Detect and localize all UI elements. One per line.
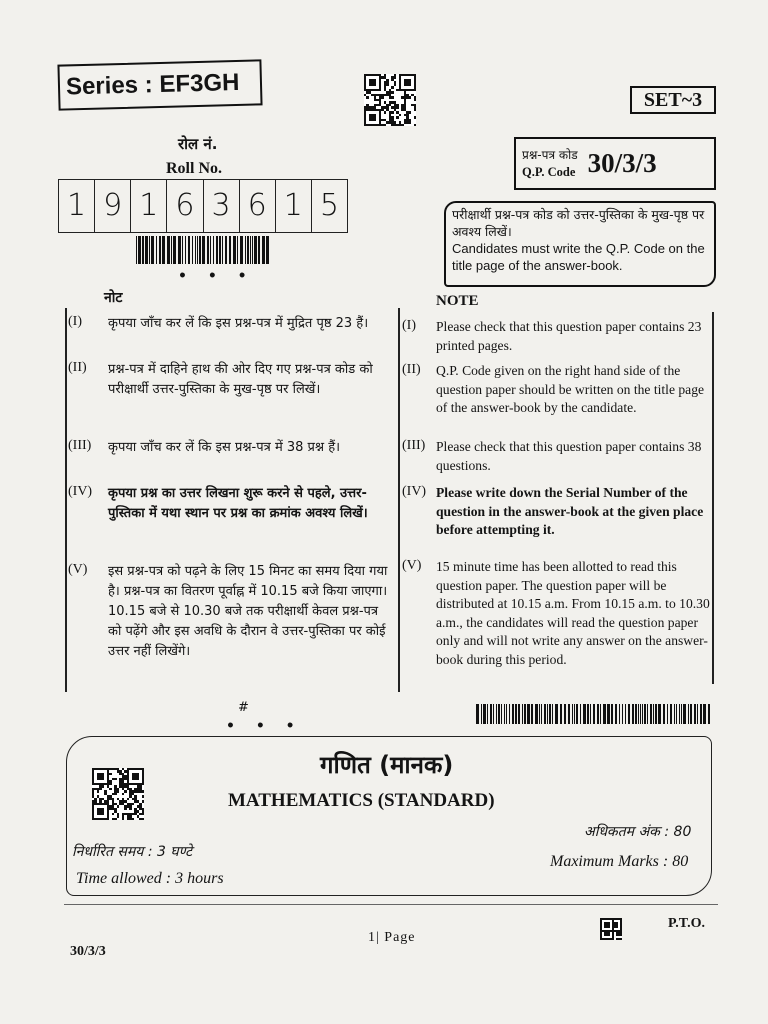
separator-dots: • • • [178,268,255,284]
qr-code-top [364,74,416,126]
column-rule-right [712,312,714,684]
subject-title-english: MATHEMATICS (STANDARD) [228,790,495,811]
paper-barcode [476,704,712,724]
pto-label: P.T.O. [668,916,705,931]
hindi-item-text: प्रश्न-पत्र में दाहिने हाथ की ओर दिए गए प्रश्न-पत्र कोड को परीक्षार्थी उत्तर-पुस्तिका के मुख-पृष्ठ पर लिखें। [108,362,373,397]
qp-code-label-hindi: प्रश्न-पत्र कोड [522,147,578,162]
hindi-item-number: (II) [68,360,87,375]
max-marks-english: Maximum Marks : 80 [550,853,689,870]
english-item-text: Please check that this question paper contains 38 questions. [436,439,702,473]
roll-digit: 6 [167,180,203,232]
english-item-number: (V) [402,558,422,573]
footer-code: 30/3/3 [70,944,106,959]
hindi-item-text: कृपया जाँच कर लें कि इस प्रश्न-पत्र में 38 प्रश्न हैं। [108,440,341,455]
candidate-instruction-box [444,201,716,287]
roll-label-english: Roll No. [166,160,222,177]
separator-dots: • • • [226,718,303,734]
english-item-text: 15 minute time has been allotted to read this question paper. The question paper will be distributed at 10.15 a.m. From 10.15 a.m. to 10.30 a.m., the candidates will read the question paper only and will not write any answer on the answer-book during this period. [436,559,710,667]
hindi-item-text: कृपया प्रश्न का उत्तर लिखना शुरू करने से पहले, उत्तर-पुस्तिका में यथा स्थान पर प्रश्न का क्रमांक अवश्य लिखें। [108,486,368,521]
hindi-item-number: (V) [68,562,88,577]
qp-code-value: 30/3/3 [587,148,657,178]
time-allowed-english: Time allowed : 3 hours [76,870,224,887]
subject-title-hindi: गणित (मानक) [320,751,454,779]
max-marks-hindi: अधिकतम अंक : 80 [584,824,692,840]
roll-digit: 6 [240,180,276,232]
english-item-text: Please write down the Serial Number of the question in the answer-book at the given place before attempting it. [436,485,704,537]
hindi-item-number: (I) [68,314,82,329]
hindi-item-text: कृपया जाँच कर लें कि इस प्रश्न-पत्र में मुद्रित पृष्ठ 23 हैं। [108,316,369,331]
page-number: 1| Page [368,930,416,945]
footer-rule [64,904,718,905]
english-item-number: (II) [402,362,421,377]
roll-digit: 5 [319,188,339,223]
roll-digit: 9 [95,180,131,232]
qp-code-box [514,137,716,190]
hindi-item-number: (III) [68,438,92,453]
english-item-number: (IV) [402,484,427,499]
roll-digit: 1 [131,180,167,232]
english-item-number: (III) [402,438,426,453]
candidate-instruction-hindi: परीक्षार्थी प्रश्न-पत्र कोड को उत्तर-पुस्तिका के मुख-पृष्ठ पर अवश्य लिखें। [452,207,705,239]
series-label: Series : EF3GH [57,59,262,110]
english-item-number: (I) [402,318,416,333]
set-label: SET~3 [630,86,716,114]
qr-code-title [92,768,144,820]
hindi-item-text: इस प्रश्न-पत्र को पढ़ने के लिए 15 मिनट का समय दिया गया है। प्रश्न-पत्र का वितरण पूर्वाह्न में 10.15 बजे किया जाएगा। 10.15 बजे से 10.30 बजे तक परीक्षार्थी केवल प्रश्न-पत्र को पढ़ेंगे और इस अवधि के दौरान वे उत्तर-पुस्तिका पर कोई उत्तर नहीं लिखेंगे। [108,564,388,659]
roll-digit: 1 [59,180,95,232]
hash-mark: # [238,700,249,715]
qp-code-labels [522,147,578,181]
english-item-text: Please check that this question paper contains 23 printed pages. [436,319,702,353]
roll-number-boxes [58,179,348,233]
note-heading-english: NOTE [436,293,479,309]
note-heading-hindi: नोट [104,290,123,306]
time-allowed-hindi: निर्धारित समय : 3 घण्टे [72,844,193,860]
roll-digit: 1 [276,180,312,232]
candidate-instruction-english: Candidates must write the Q.P. Code on the title page of the answer-book. [452,241,705,273]
hindi-item-number: (IV) [68,484,93,499]
qr-code-footer [600,918,622,940]
english-item-text: Q.P. Code given on the right hand side of the question paper should be written on the title page of the answer-book by the candidate. [436,363,705,415]
column-rule-middle [398,308,400,692]
roll-label-hindi: रोल नं. [178,135,218,153]
qp-code-label-english: Q.P. Code [522,164,576,179]
roll-digit: 3 [204,180,240,232]
roll-barcode [136,236,272,264]
column-rule-left [65,308,67,692]
